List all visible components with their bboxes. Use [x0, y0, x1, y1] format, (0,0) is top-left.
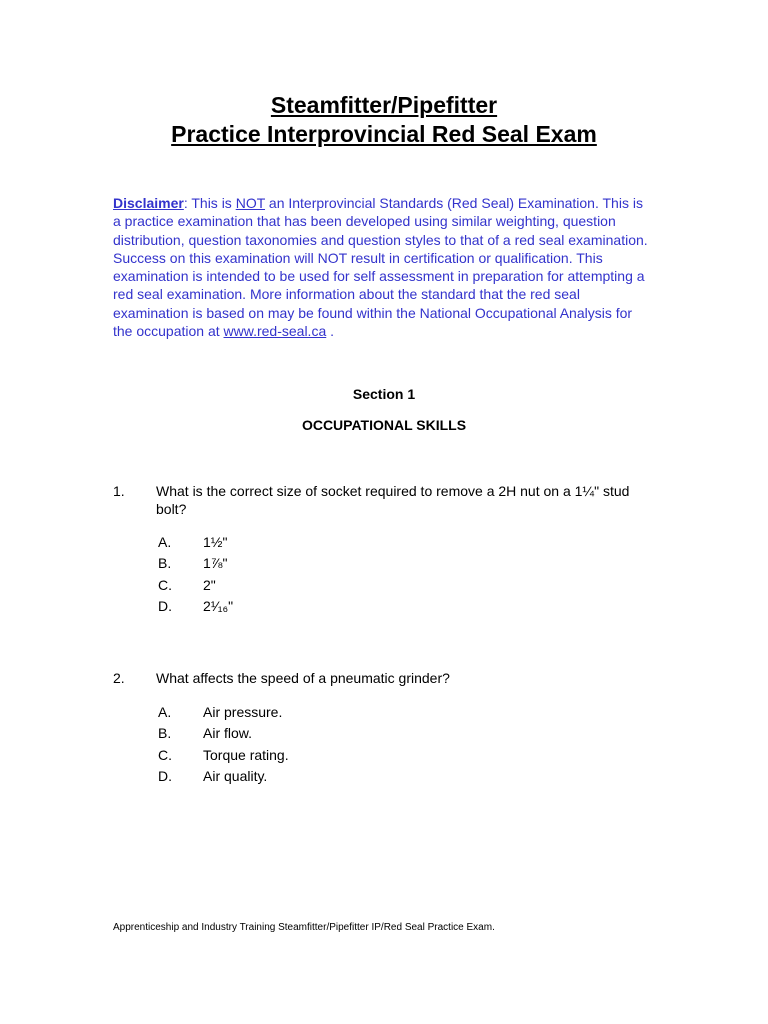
disclaimer-text-1: : This is — [183, 195, 236, 211]
disclaimer-not-word: NOT — [235, 195, 266, 211]
option-text: 1½" — [203, 534, 228, 550]
option-text: Air pressure. — [203, 704, 283, 720]
document-title-line-1: Steamfitter/Pipefitter — [270, 92, 498, 118]
disclaimer-label: Disclaimer — [113, 195, 184, 211]
option-letter: D. — [158, 597, 172, 614]
option-text: 1⅞" — [203, 555, 228, 572]
option-letter: A. — [158, 534, 172, 550]
option-letter: B. — [158, 725, 172, 742]
option-letter: C. — [158, 746, 172, 763]
question-text: What affects the speed of a pneumatic grinder? — [156, 670, 450, 686]
page-footer: Apprenticeship and Industry Training Steamfitter/Pipefitter IP/Red Seal Practice Exam. — [113, 922, 495, 933]
option-text: Torque rating. — [203, 746, 289, 763]
disclaimer-paragraph — [113, 194, 653, 340]
red-seal-link[interactable]: www.red-seal.ca — [223, 323, 327, 340]
option-letter: B. — [158, 555, 172, 572]
question-number: 2. — [113, 670, 125, 686]
question-text: What is the correct size of socket required to remove a 2H nut on a 1¼" stud bolt? — [156, 483, 630, 517]
question-number: 1. — [113, 483, 125, 499]
document-title-line-2: Practice Interprovincial Red Seal Exam — [171, 121, 597, 147]
section-number: Section 1 — [352, 386, 416, 402]
option-text: Air quality. — [203, 767, 268, 784]
disclaimer-text-3: . — [326, 323, 335, 340]
section-name: OCCUPATIONAL SKILLS — [301, 417, 467, 433]
option-text: 2¹⁄₁₆" — [203, 597, 234, 614]
option-letter: D. — [158, 767, 172, 784]
disclaimer-text-2: an Interprovincial Standards (Red Seal) Examination. This is a practice examination that has been developed using similar weighting, question distribution, question taxonomies and question styles to that of a red seal examination. Success on this examination will NOT result in certification or qualification. This examination is intended to be used for self assessment in preparation for attempting a red seal examination. More information about the standard that the red seal examination is based on may be found within the National Occupational Analysis for the occupation at — [113, 195, 648, 340]
option-text: 2" — [203, 576, 216, 593]
option-letter: C. — [158, 576, 172, 593]
option-letter: A. — [158, 704, 172, 720]
option-text: Air flow. — [203, 725, 253, 742]
